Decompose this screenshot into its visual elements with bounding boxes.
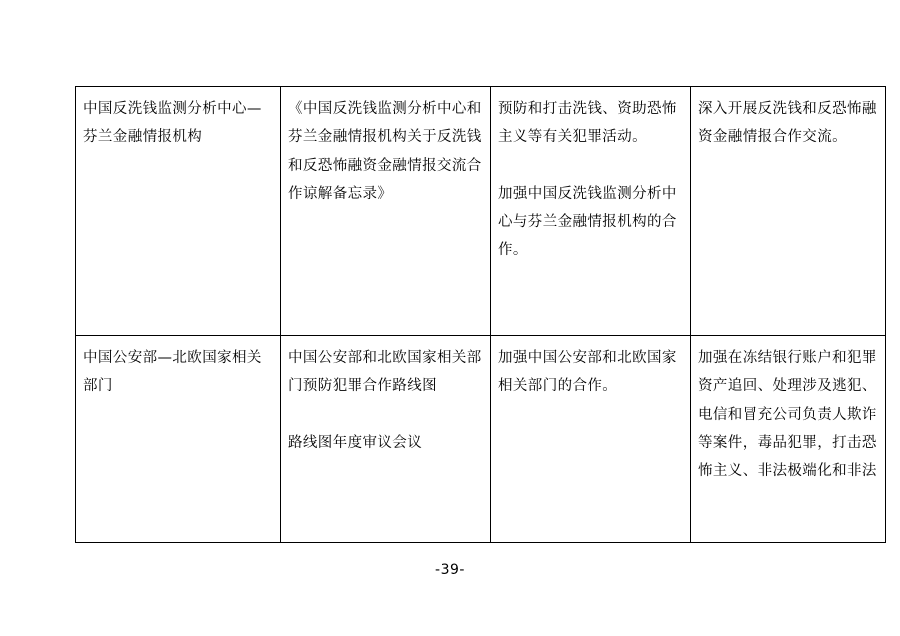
cell-paragraph: 加强在冻结银行账户和犯罪资产追回、处理涉及逃犯、电信和冒充公司负责人欺诈等案件，毒品犯罪，打击恐怖主义、非法极端化和非法 xyxy=(698,350,877,480)
table-row xyxy=(76,336,886,543)
table-cell-parties xyxy=(76,336,281,543)
cell-paragraph: 加强中国公安部和北欧国家相关部门的合作。 xyxy=(498,350,677,395)
table-cell-purpose xyxy=(491,87,691,336)
table-cell-outcome xyxy=(691,87,886,336)
agreements-table xyxy=(75,86,886,543)
page-number: -39- xyxy=(435,562,465,578)
cell-paragraph: 中国反洗钱监测分析中心—芬兰金融情报机构 xyxy=(83,101,262,146)
table-cell-parties xyxy=(76,87,281,336)
table-row xyxy=(76,87,886,336)
cell-paragraph: 中国公安部和北欧国家相关部门预防犯罪合作路线图 xyxy=(288,350,482,395)
cell-paragraph: 深入开展反洗钱和反恐怖融资金融情报合作交流。 xyxy=(698,101,877,146)
cell-paragraph: 《中国反洗钱监测分析中心和芬兰金融情报机构关于反洗钱和反恐怖融资金融情报交流合作谅解备忘录》 xyxy=(288,101,482,202)
table-cell-outcome xyxy=(691,336,886,543)
cell-paragraph: 中国公安部—北欧国家相关部门 xyxy=(83,350,262,395)
cell-paragraph: 加强中国反洗钱监测分析中心与芬兰金融情报机构的合作。 xyxy=(498,185,677,259)
cell-paragraph: 预防和打击洗钱、资助恐怖主义等有关犯罪活动。 xyxy=(498,101,677,146)
table-cell-document xyxy=(281,336,491,543)
table-cell-document xyxy=(281,87,491,336)
cell-paragraph: 路线图年度审议会议 xyxy=(288,434,423,451)
table-cell-purpose xyxy=(491,336,691,543)
